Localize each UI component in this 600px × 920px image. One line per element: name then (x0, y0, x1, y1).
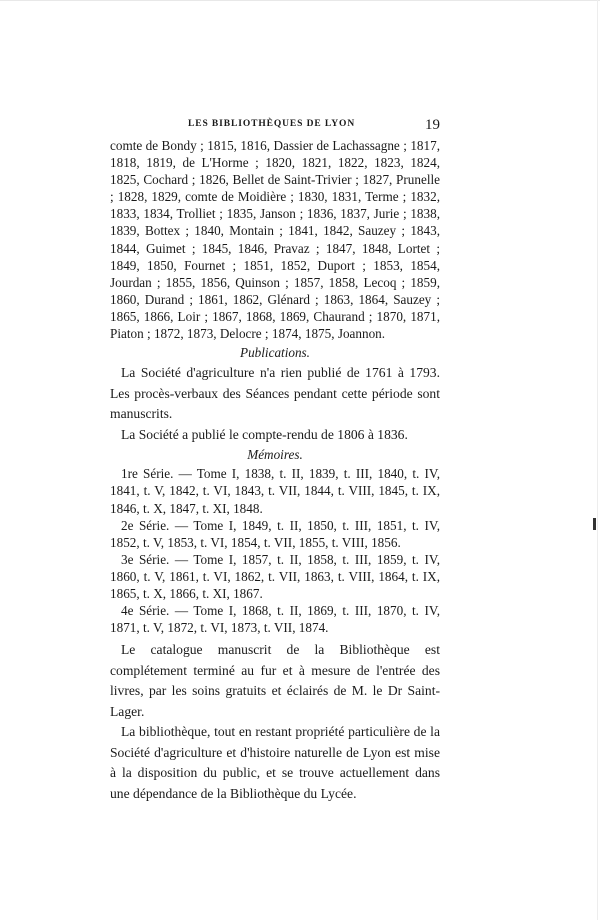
series-entry-4: 4e Série. — Tome I, 1868, t. II, 1869, t. III, 1870, t. IV, 1871, t. V, 1872, t. VI, 1873, t. VII, 1874. (110, 603, 440, 636)
body-text (110, 137, 440, 804)
series-entry-1: 1re Série. — Tome I, 1838, t. II, 1839, t. III, 1840, t. IV, 1841, t. V, 1842, t. VI, 1843, t. VII, 1844, t. VIII, 1845, t. IX, 1846, t. X, 1847, t. XI, 1848. (110, 466, 440, 516)
members-list: comte de Bondy ; 1815, 1816, Dassier de Lachassagne ; 1817, 1818, 1819, de L'Horme ; 1820, 1821, 1822, 1823, 1824, 1825, Cochard ; 1826, Bellet de Saint-Trivier ; 1827, Prunelle ; 1828, 1829, comte de Moidière ; 1830, 1831, Terme ; 1832, 1833, 1834, Trolliet ; 1835, Janson ; 1836, 1837, Jurie ; 1838, 1839, Bottex ; 1840, Montain ; 1841, 1842, Sauzey ; 1843, 1844, Guimet ; 1845, 1846, Pravaz ; 1847, 1848, Lortet ; 1849, 1850, Fournet ; 1851, 1852, Duport ; 1853, 1854, Jourdan ; 1855, 1856, Quinson ; 1857, 1858, Lecoq ; 1859, 1860, Durand ; 1861, 1862, Glénard ; 1863, 1864, Sauzey ; 1865, 1866, Loir ; 1867, 1868, 1869, Chaurand ; 1870, 1871, Piaton ; 1872, 1873, Delocre ; 1874, 1875, Joannon. (110, 138, 440, 342)
page-edge-shadow (597, 0, 598, 920)
running-head: LES BIBLIOTHÈQUES DE LYON (188, 119, 356, 129)
library-paragraph: La bibliothèque, tout en restant propriété particulière de la Société d'agriculture et d'histoire naturelle de Lyon est mise à la disposition du public, et se trouve actuellement dans une dépendance de la Bibliothèque du Lycée. (110, 724, 440, 801)
margin-mark (593, 518, 596, 530)
publications-heading: Publications. (240, 345, 310, 361)
scan-edge (0, 0, 600, 1)
series-entry-3: 3e Série. — Tome I, 1857, t. II, 1858, t. III, 1859, t. IV, 1860, t. V, 1861, t. VI, 1862, t. VII, 1863, t. VIII, 1864, t. IX, 1865, t. X, 1866, t. XI, 1867. (110, 551, 440, 601)
catalogue-paragraph: Le catalogue manuscrit de la Bibliothèque est complétement terminé au fur et à mesure de l'entrée des livres, par les soins gratuits et éclairés de M. le Dr Saint-Lager. (110, 642, 440, 719)
page-header (110, 117, 440, 135)
publications-paragraph-2: La Société a publié le compte-rendu de 1806 à 1836. (121, 426, 408, 442)
memoires-heading: Mémoires. (247, 447, 303, 463)
page-number: 19 (425, 117, 440, 133)
publications-paragraph-1: La Société d'agriculture n'a rien publié de 1761 à 1793. Les procès-verbaux des Séances pendant cette période sont manuscrits. (110, 365, 440, 422)
series-entry-2: 2e Série. — Tome I, 1849, t. II, 1850, t. III, 1851, t. IV, 1852, t. V, 1853, t. VI, 1854, t. VII, 1855, t. VIII, 1856. (110, 517, 440, 550)
